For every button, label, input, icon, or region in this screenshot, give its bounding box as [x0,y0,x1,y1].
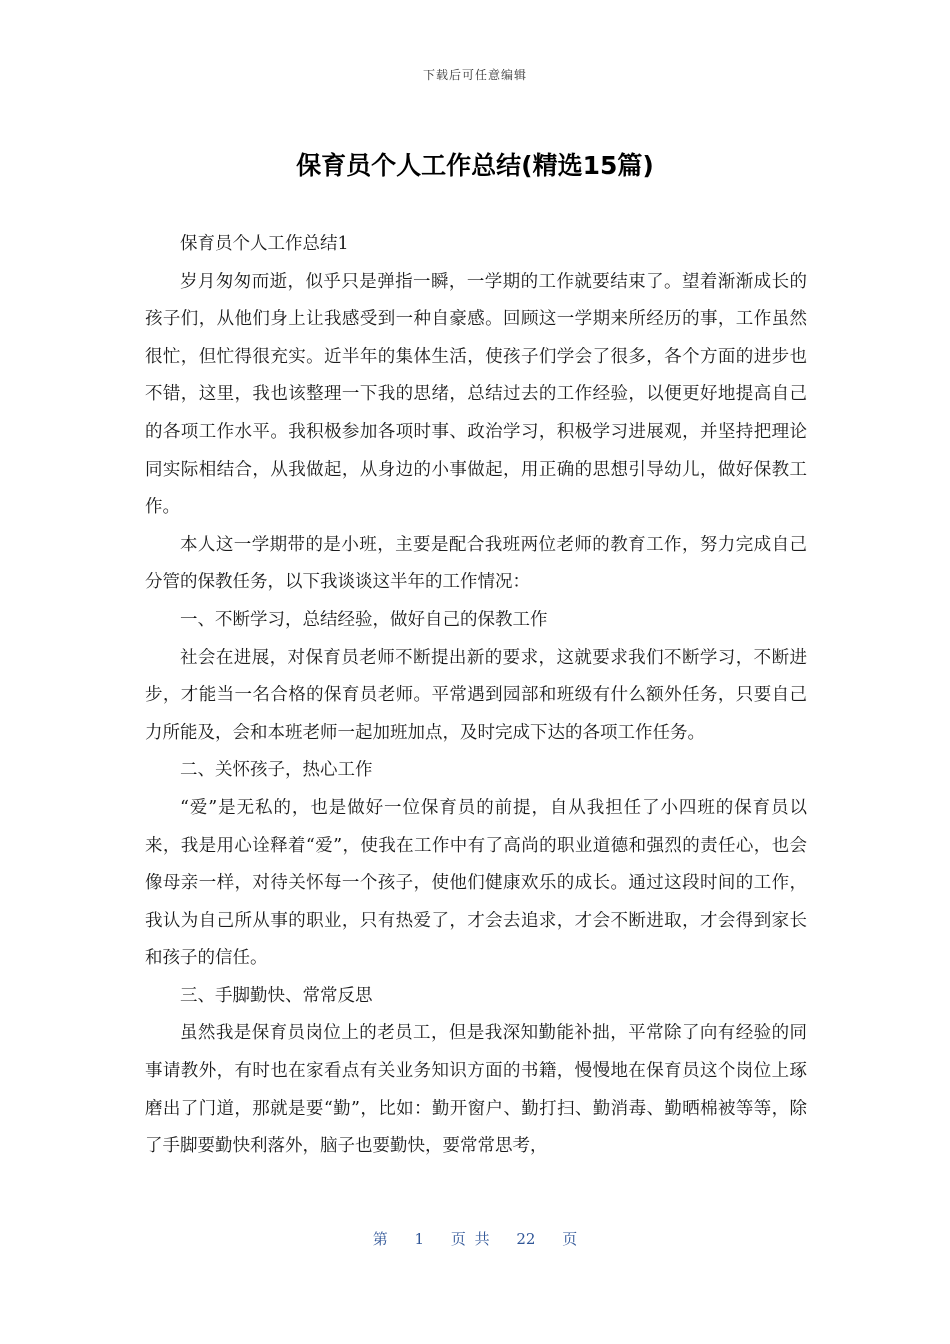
subsection-heading: 三、手脚勤快、常常反思 [180,985,373,1006]
paragraph: “爱”是无私的，也是做好一位保育员的前提，自从我担任了小四班的保育员以来，我是用心诠释着“爱”，使我在工作中有了高尚的职业道德和强烈的责任心，也会像母亲一样，对待关怀每一个孩子，使他们健康欢乐的成长。通过这段时间的工作，我认为自己所从事的职业，只有热爱了，才会去追求，才会不断进取，才会得到家长和孩子的信任。 [145,797,807,969]
page-footer [0,1228,950,1249]
document-body [145,226,807,1166]
header-note: 下载后可任意编辑 [422,68,527,82]
subsection-heading: 二、关怀孩子，热心工作 [180,760,373,781]
footer-prefix: 第 [372,1230,388,1248]
current-page-number: 1 [414,1230,425,1248]
footer-middle: 页 共 [450,1230,490,1248]
subsection-heading: 一、不断学习，总结经验，做好自己的保教工作 [180,609,548,630]
paragraph: 岁月匆匆而逝，似乎只是弹指一瞬，一学期的工作就要结束了。望着渐渐成长的孩子们，从他们身上让我感受到一种自豪感。回顾这一学期来所经历的事，工作虽然很忙，但忙得很充实。近半年的集体生活，使孩子们学会了很多，各个方面的进步也不错，这里，我也该整理一下我的思绪，总结过去的工作经验，以便更好地提高自己的各项工作水平。我积极参加各项时事、政治学习，积极学习进展观，并坚持把理论同实际相结合，从我做起，从身边的小事做起，用正确的思想引导幼儿，做好保教工作。 [145,271,807,518]
footer-suffix: 页 [562,1230,578,1248]
paragraph: 本人这一学期带的是小班，主要是配合我班两位老师的教育工作，努力完成自己分管的保教任务，以下我谈谈这半年的工作情况： [145,534,807,593]
paragraph: 虽然我是保育员岗位上的老员工，但是我深知勤能补拙，平常除了向有经验的同事请教外，有时也在家看点有关业务知识方面的书籍，慢慢地在保育员这个岗位上琢磨出了门道，那就是要“勤”，比如：勤开窗户、勤打扫、勤消毒、勤晒棉被等等，除了手脚要勤快利落外，脑子也要勤快，要常常思考， [145,1023,807,1157]
total-pages-number: 22 [516,1230,536,1248]
document-title: 保育员个人工作总结(精选15篇) [296,151,654,180]
section-heading: 保育员个人工作总结1 [180,234,349,254]
paragraph: 社会在进展，对保育员老师不断提出新的要求，这就要求我们不断学习，不断进步，才能当一名合格的保育员老师。平常遇到园部和班级有什么额外任务，只要自己力所能及，会和本班老师一起加班加点，及时完成下达的各项工作任务。 [145,647,807,743]
